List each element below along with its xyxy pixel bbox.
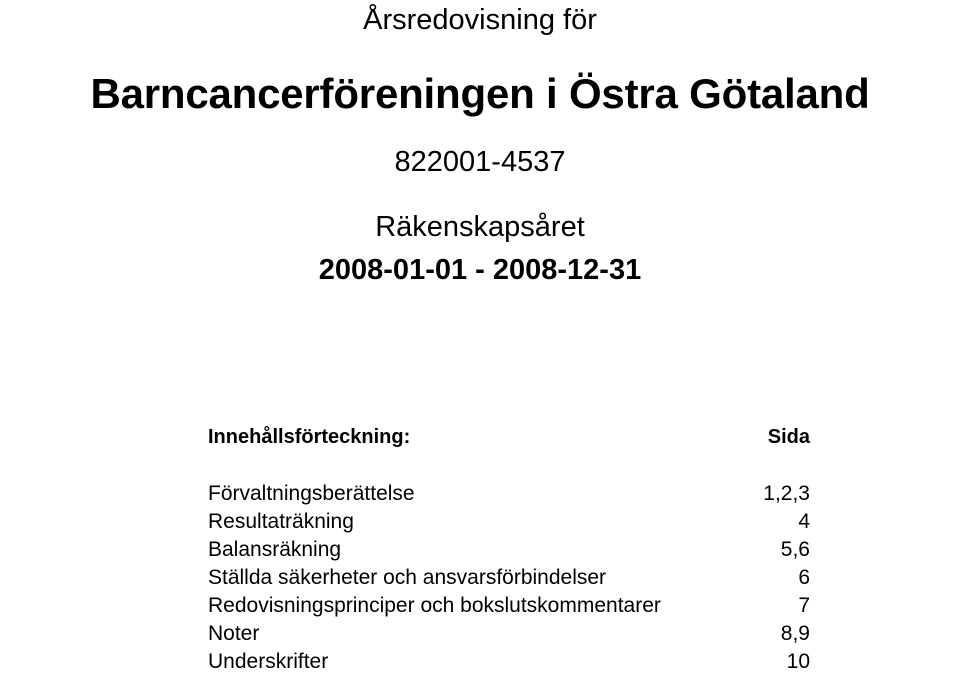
toc-item-label: Underskrifter	[208, 650, 329, 673]
toc-item-label: Ställda säkerheter och ansvarsförbindelser	[208, 566, 607, 589]
fiscal-year-label: Räkenskapsåret	[375, 211, 585, 243]
toc-item	[208, 536, 810, 564]
toc-item-label: Resultaträkning	[208, 510, 354, 533]
document-title: Barncancerföreningen i Östra Götaland	[90, 70, 870, 117]
toc-item	[208, 480, 810, 508]
toc-item-label: Redovisningsprinciper och bokslutskommentarer	[208, 594, 661, 617]
toc-item-page: 5,6	[780, 538, 810, 561]
toc-item-page: 6	[798, 566, 810, 589]
organization-number: 822001-4537	[394, 146, 566, 178]
toc-item-page: 1,2,3	[763, 482, 810, 505]
toc-item-page: 10	[786, 650, 810, 673]
toc-item	[208, 564, 810, 592]
toc-item-page: 4	[798, 510, 810, 533]
toc-item	[208, 648, 810, 676]
toc-item	[208, 620, 810, 648]
toc-item-label: Noter	[208, 622, 260, 645]
toc-item-page: 7	[798, 594, 810, 617]
fiscal-year-range: 2008-01-01 - 2008-12-31	[318, 254, 642, 286]
toc-item-page: 8,9	[780, 622, 810, 645]
toc-item-label: Balansräkning	[208, 538, 342, 561]
toc-item	[208, 592, 810, 620]
toc-list	[208, 480, 810, 676]
toc-heading: Innehållsförteckning:	[208, 426, 411, 448]
document-pre-title: Årsredovisning för	[363, 4, 597, 36]
toc-page-heading: Sida	[767, 426, 810, 448]
toc-header	[208, 426, 810, 452]
toc-item-label: Förvaltningsberättelse	[208, 482, 415, 505]
toc-item	[208, 508, 810, 536]
